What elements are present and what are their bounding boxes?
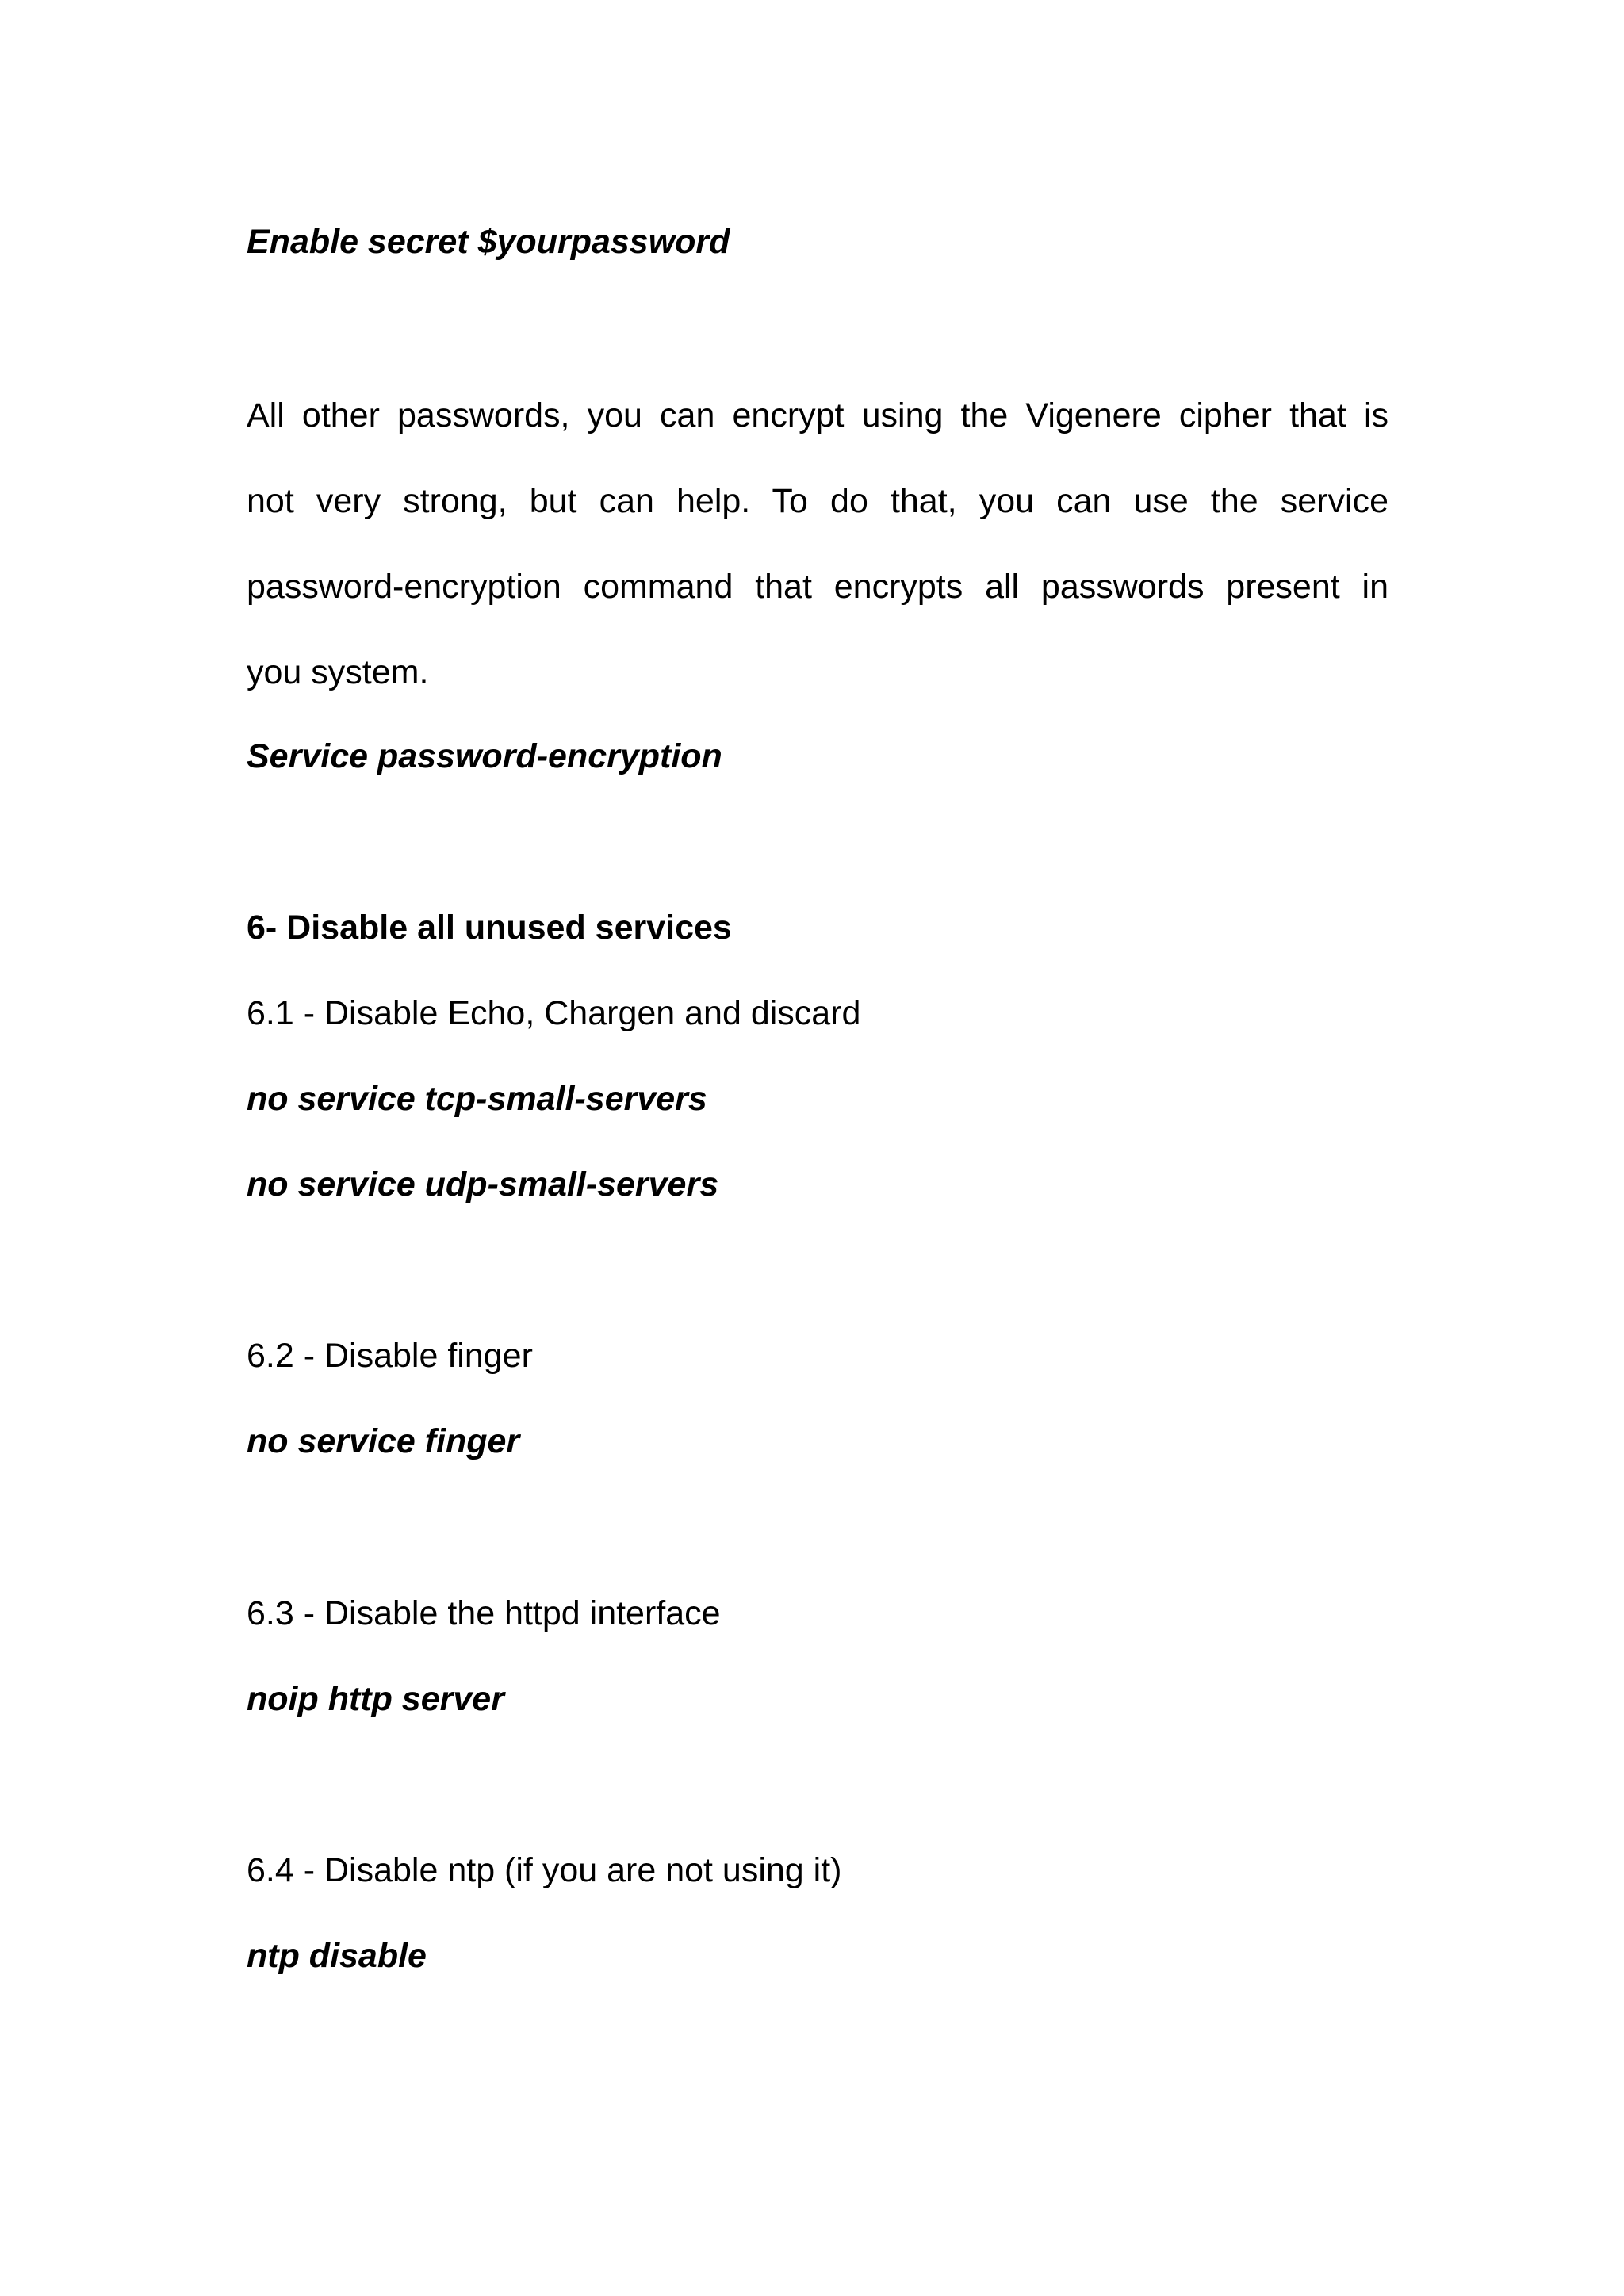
command-tcp-small-servers: no service tcp-small-servers xyxy=(247,1080,707,1118)
paragraph-line: you system. xyxy=(247,653,429,691)
subheading-6-4: 6.4 - Disable ntp (if you are not using it) xyxy=(247,1851,842,1889)
command-enable-secret: Enable secret $yourpassword xyxy=(247,223,730,261)
paragraph-password-encryption xyxy=(247,373,1388,715)
paragraph-line: password-encryption command that encrypts all passwords present in xyxy=(247,568,1388,606)
command-noip-http-server: noip http server xyxy=(247,1680,504,1718)
section-heading-disable-services: 6- Disable all unused services xyxy=(247,909,732,947)
subheading-6-1: 6.1 - Disable Echo, Chargen and discard xyxy=(247,994,861,1032)
command-ntp-disable: ntp disable xyxy=(247,1937,427,1975)
command-no-service-finger: no service finger xyxy=(247,1422,520,1460)
paragraph-line: not very strong, but can help. To do that, you can use the service xyxy=(247,482,1388,520)
command-udp-small-servers: no service udp-small-servers xyxy=(247,1165,719,1203)
subheading-6-3: 6.3 - Disable the httpd interface xyxy=(247,1594,721,1632)
paragraph-line: All other passwords, you can encrypt using the Vigenere cipher that is xyxy=(247,396,1388,434)
command-service-password-encryption: Service password-encryption xyxy=(247,737,722,775)
subheading-6-2: 6.2 - Disable finger xyxy=(247,1337,533,1375)
